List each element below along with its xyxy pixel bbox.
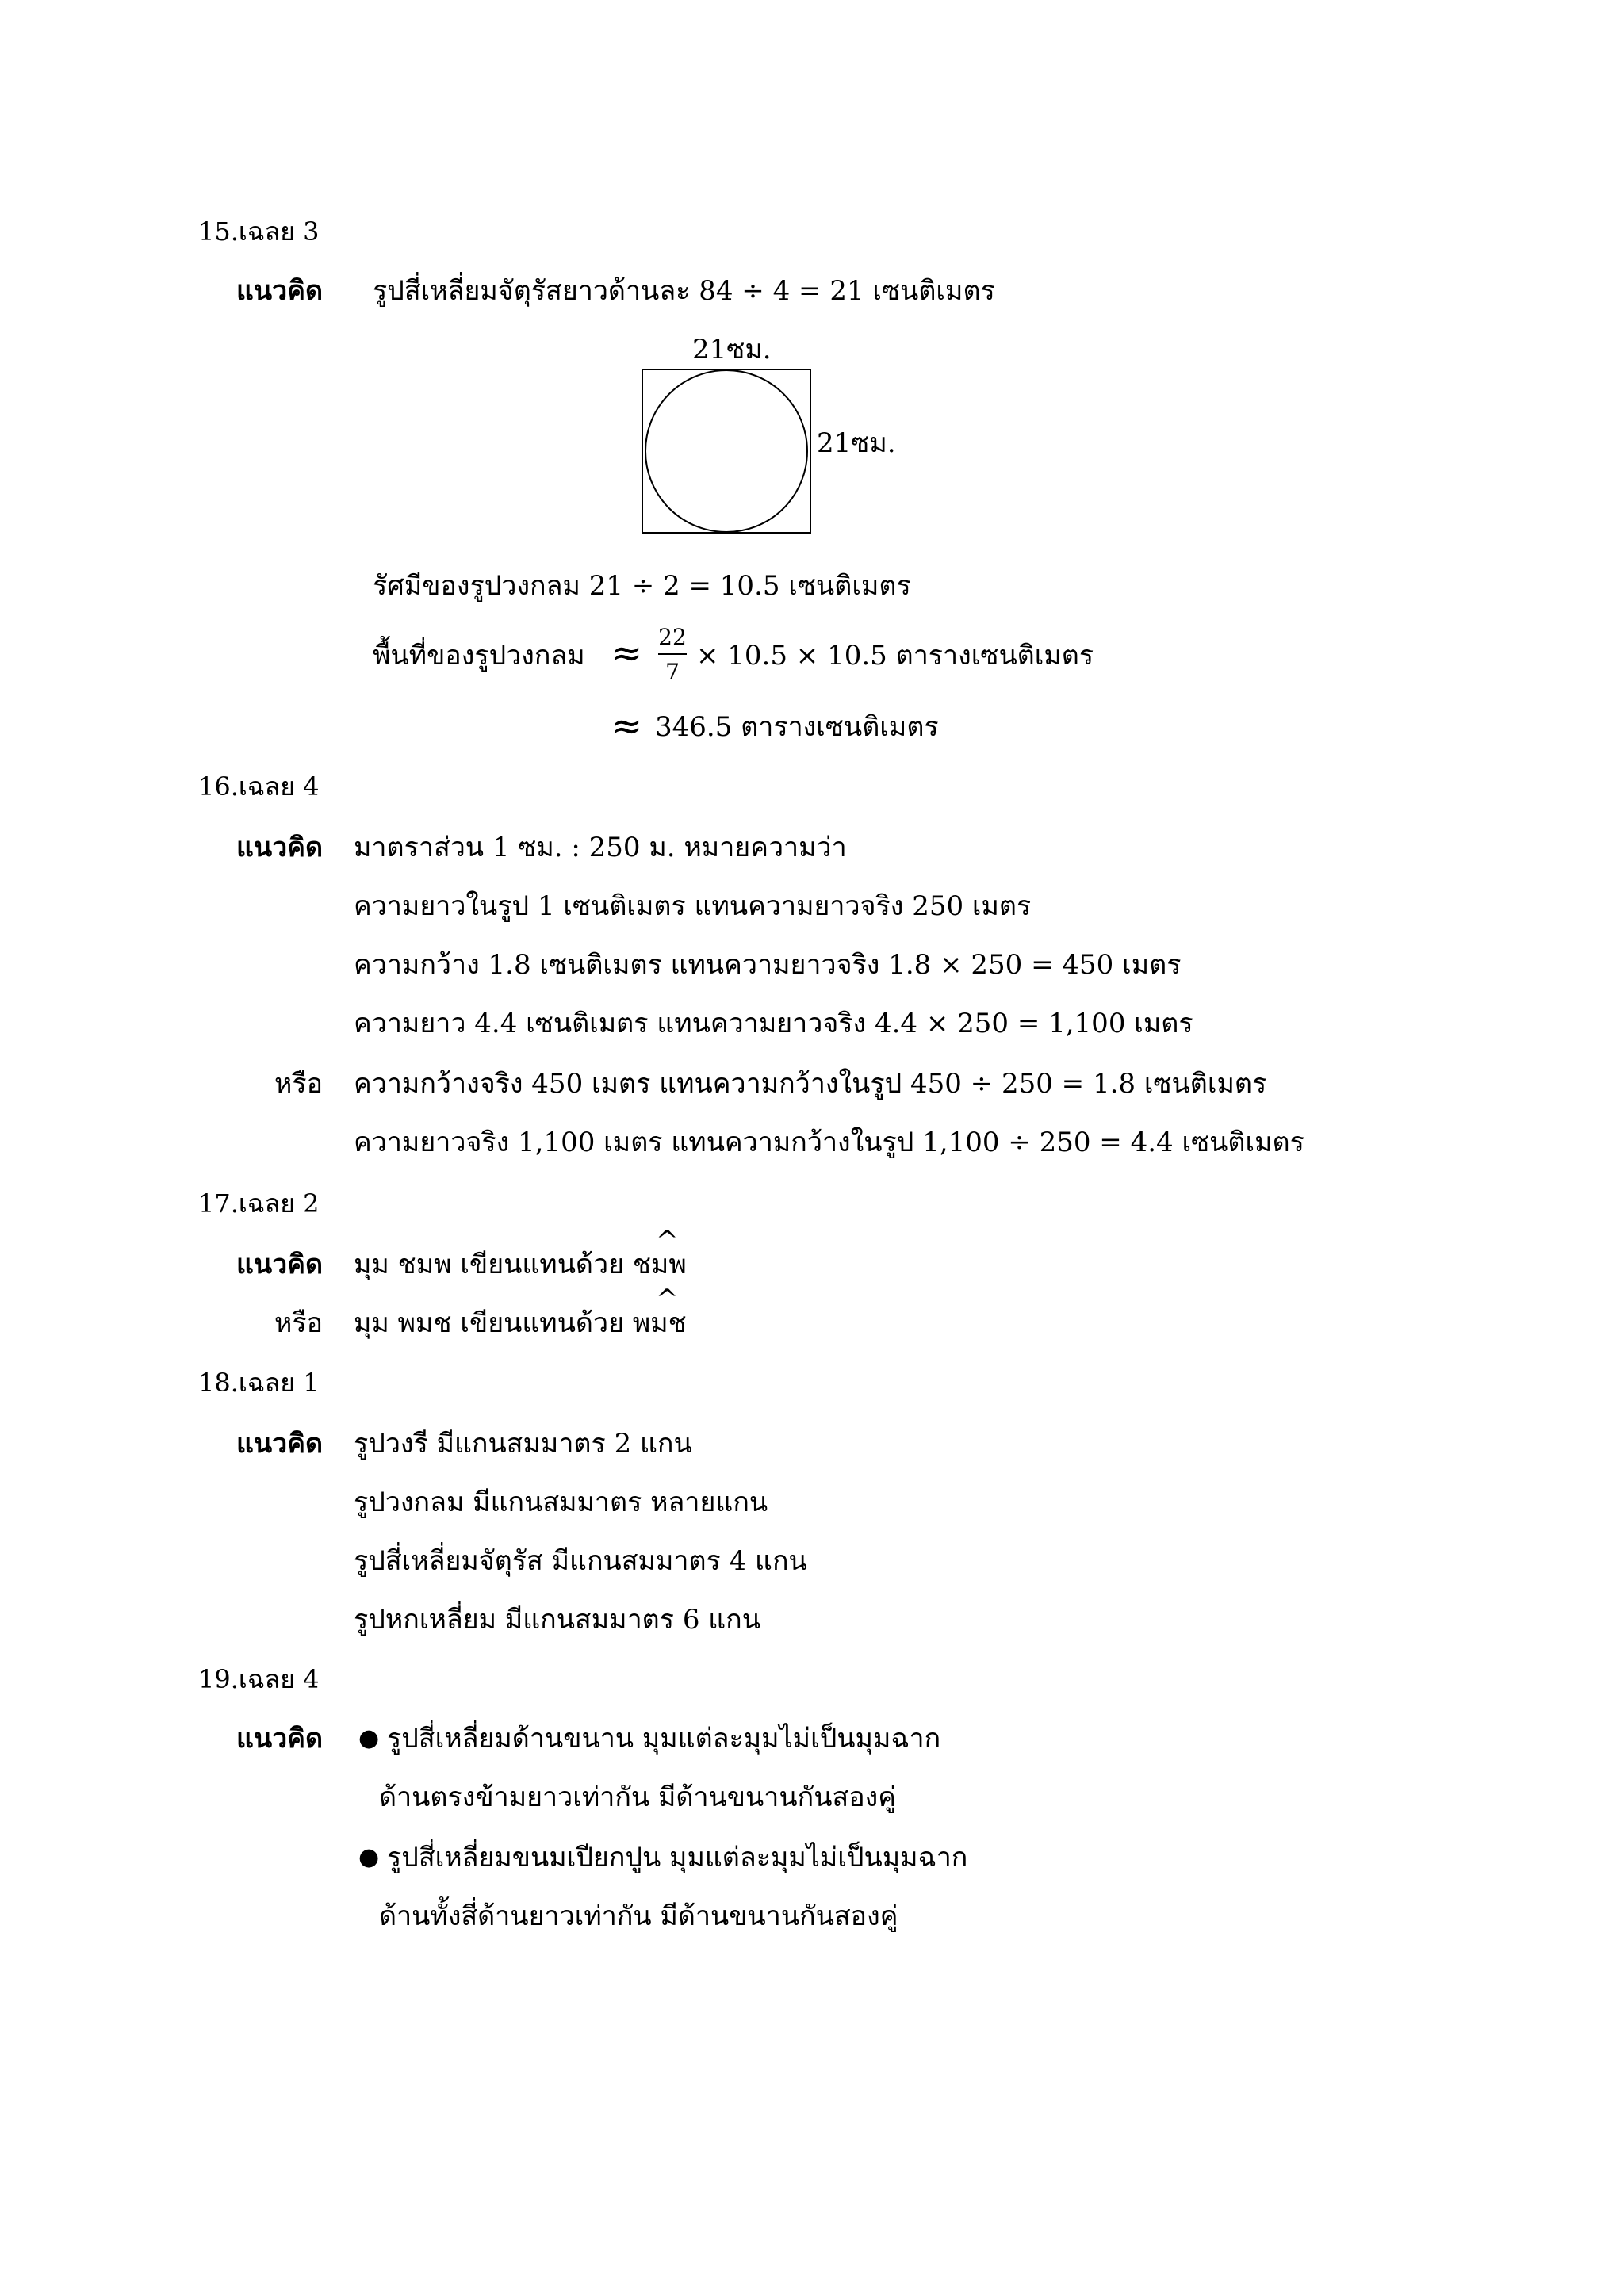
q15-approx-symbol: ≈ [611,631,643,675]
q17-or-label: หรือ [274,1307,324,1339]
q18-answer: 18.เฉลย 1 [198,1368,320,1398]
q15-fraction-numerator: 22 [658,624,687,650]
q19-answer: 19.เฉลย 4 [198,1664,320,1694]
q16-or-label: หรือ [274,1068,324,1100]
q19-bullet-2: ● [358,1843,380,1871]
q16-line-2: ความยาวในรูป 1 เซนติเมตร แทนความยาวจริง 250 เมตร [354,890,1032,922]
q15-result: 346.5 ตารางเซนติเมตร [655,711,939,743]
q15-diagram-top-label: 21ซม. [692,334,772,365]
q18-line-2: รูปวงกลม มีแกนสมมาตร หลายแกน [354,1487,768,1518]
q15-fraction-bar [658,653,687,655]
circle-shape [645,370,807,532]
q15-radius-line: รัศมีของรูปวงกลม 21 ÷ 2 = 10.5 เซนติเมตร [373,570,911,602]
q19-bullet-1-line-1: รูปสี่เหลี่ยมด้านขนาน มุมแต่ละมุมไม่เป็นมุมฉาก [387,1723,941,1755]
q17-approach-label: แนวคิด [236,1249,324,1280]
q19-bullet-2-line-2: ด้านทั้งสี่ด้านยาวเท่ากัน มีด้านขนานกันสองคู่ [379,1900,898,1932]
q16-line-4: ความยาว 4.4 เซนติเมตร แทนความยาวจริง 4.4 × 250 = 1,100 เมตร [354,1008,1193,1039]
q15-area-prefix: พื้นที่ของรูปวงกลม [373,640,585,672]
q17-angle-hat-1: ^ [656,1225,679,1257]
q17-angle-hat-2: ^ [656,1284,679,1315]
q15-square-circle-diagram [641,368,814,536]
q16-line-1: มาตราส่วน 1 ซม. : 250 ม. หมายความว่า [354,832,847,863]
q17-line-2: มุม พมช เขียนแทนด้วย พมช [354,1307,687,1339]
q16-approach-label: แนวคิด [236,832,324,863]
q18-approach-label: แนวคิด [236,1428,324,1460]
q19-bullet-1-line-2: ด้านตรงข้ามยาวเท่ากัน มีด้านขนานกันสองคู่ [379,1781,896,1813]
q15-answer: 15.เฉลย 3 [198,216,320,247]
q17-line-1: มุม ชมพ เขียนแทนด้วย ชมพ [354,1249,687,1280]
q17-answer: 17.เฉลย 2 [198,1188,320,1219]
q18-line-3: รูปสี่เหลี่ยมจัตุรัส มีแกนสมมาตร 4 แกน [354,1545,807,1577]
q15-approach-label: แนวคิด [236,275,324,307]
q16-or-line-2: ความยาวจริง 1,100 เมตร แทนความกว้างในรูป 1,100 ÷ 250 = 4.4 เซนติเมตร [354,1127,1304,1158]
q18-line-1: รูปวงรี มีแกนสมมาตร 2 แกน [354,1428,692,1460]
q16-or-line-1: ความกว้างจริง 450 เมตร แทนความกว้างในรูป 450 ÷ 250 = 1.8 เซนติเมตร [354,1068,1267,1100]
q19-bullet-2-line-1: รูปสี่เหลี่ยมขนมเปียกปูน มุมแต่ละมุมไม่เป็นมุมฉาก [387,1842,968,1873]
q16-line-3: ความกว้าง 1.8 เซนติเมตร แทนความยาวจริง 1.8 × 250 = 450 เมตร [354,949,1182,981]
q15-fraction-denominator: 7 [665,659,680,685]
q19-bullet-1: ● [358,1724,380,1752]
q16-answer: 16.เฉลย 4 [198,771,320,802]
square-shape [642,369,810,533]
q19-approach-label: แนวคิด [236,1723,324,1755]
q15-line1: รูปสี่เหลี่ยมจัตุรัสยาวด้านละ 84 ÷ 4 = 21 เซนติเมตร [373,275,995,307]
q15-area-rest: × 10.5 × 10.5 ตารางเซนติเมตร [696,640,1094,672]
q15-result-approx-symbol: ≈ [611,704,643,748]
q15-diagram-side-label: 21ซม. [817,427,896,459]
q18-line-4: รูปหกเหลี่ยม มีแกนสมมาตร 6 แกน [354,1604,761,1636]
